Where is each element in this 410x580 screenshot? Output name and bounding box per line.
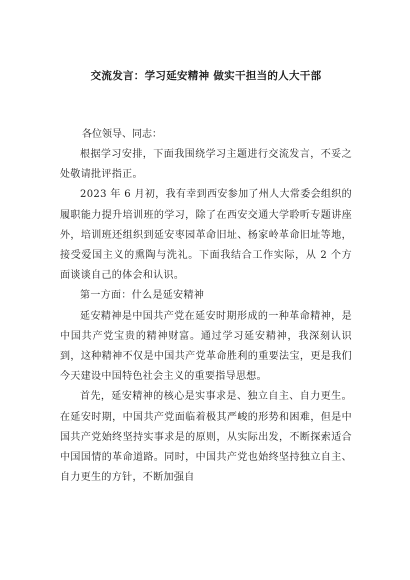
salutation: 各位领导、同志：	[82, 129, 162, 140]
document-title: 交流发言：学习延安精神 做实干担当的人大干部	[90, 70, 322, 82]
section-heading-1: 第一方面：什么是延安精神	[80, 290, 205, 302]
paragraph-core: 首先，延安精神的核心是实事求是、独立自主、自力更生。在延安时期，中国共产党面临着极其严峻的形势和困难，但是中国共产党始终坚持实事求是的原则，从实际出发，不断探索适合中国国情的革命道路。同时，中国共产党也始终坚持独立自主、自力更生的方针，不断加强自	[60, 391, 352, 484]
paragraph-background: 2023 年 6 月初，我有幸到西安参加了州人大常委会组织的履职能力提升培训班的学习，除了在西安交通大学聆听专题讲座外，培训班还组织到延安枣园革命旧址、杨家岭革命旧址等地，接受爱国主义的熏陶与洗礼。下面我结合工作实际，从 2 个方面谈谈自己的体会和认识。	[60, 189, 352, 282]
paragraph-definition: 延安精神是中国共产党在延安时期形成的一种革命精神，是中国共产党宝贵的精神财富。通过学习延安精神，我深刻认识到，这种精神不仅是中国共产党革命胜利的重要法宝，更是我们今天建设中国特色社会主义的重要指导思想。	[60, 310, 352, 383]
paragraph-intro: 根据学习安排，下面我围绕学习主题进行交流发言，不妥之处敬请批评指正。	[60, 149, 352, 181]
